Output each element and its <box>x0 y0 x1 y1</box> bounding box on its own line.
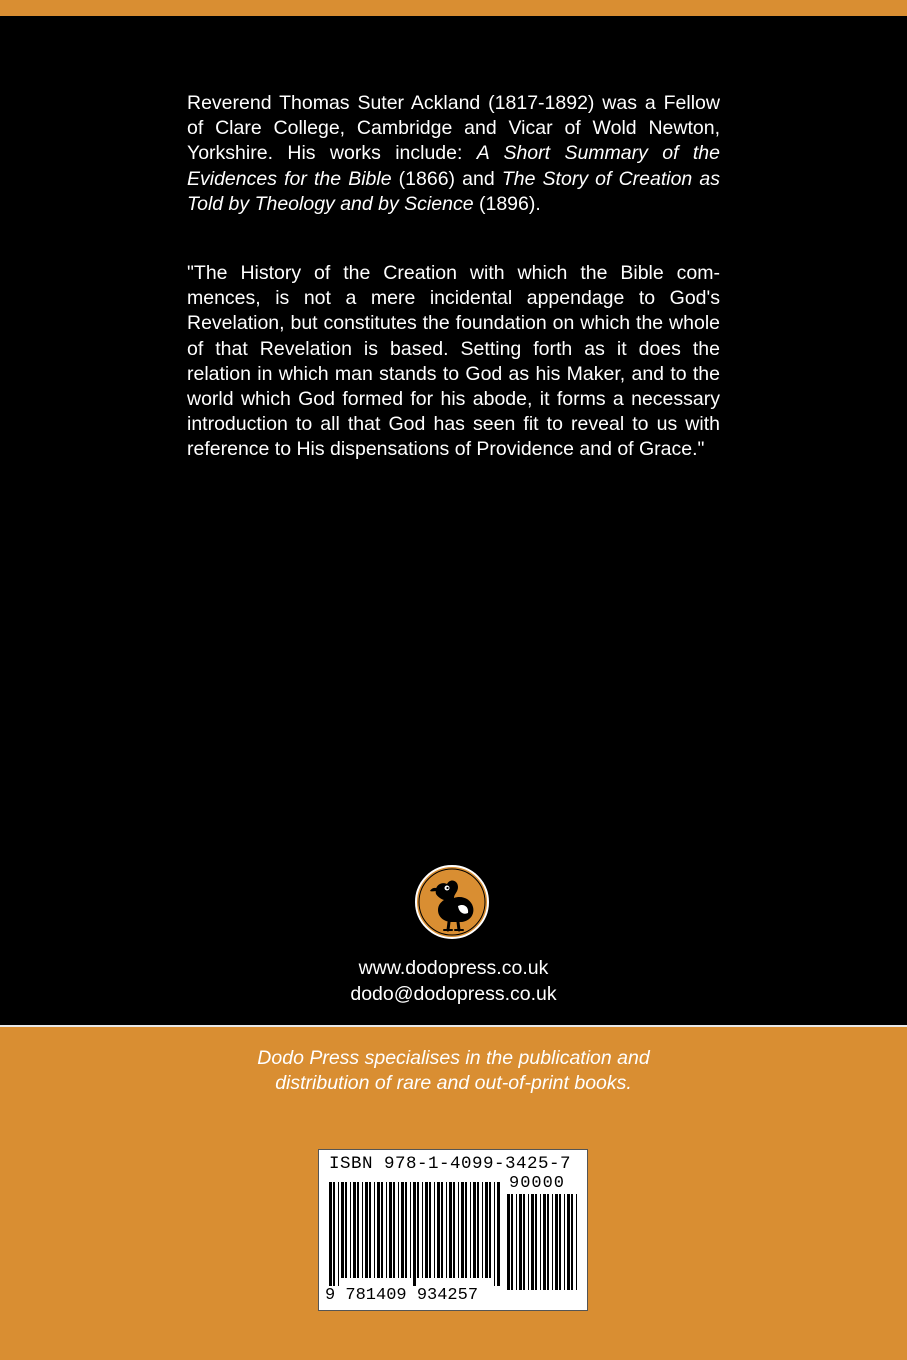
barcode-bar <box>470 1182 471 1278</box>
barcode-bar <box>362 1182 363 1278</box>
barcode-bar <box>497 1182 500 1286</box>
barcode-bar <box>482 1182 483 1278</box>
barcode-bar <box>449 1182 452 1278</box>
barcode-bar <box>410 1182 411 1278</box>
barcode-bar <box>461 1182 464 1278</box>
barcode-bar <box>473 1182 476 1278</box>
barcode-bar <box>540 1194 541 1290</box>
barcode-bar <box>531 1194 534 1290</box>
tagline-line-2: distribution of rare and out-of-print books. <box>275 1072 632 1094</box>
barcode-bar <box>405 1182 407 1278</box>
barcode-bar <box>516 1194 517 1290</box>
price-code: 90000 <box>509 1174 566 1193</box>
barcode-bar <box>519 1194 522 1290</box>
barcode-bar <box>417 1182 419 1278</box>
barcode-bar <box>555 1194 558 1290</box>
barcode-bar <box>393 1182 395 1278</box>
barcode-bar <box>389 1182 392 1278</box>
barcode-bar <box>357 1182 359 1278</box>
barcode-bar <box>489 1182 491 1278</box>
barcode-bar <box>494 1182 495 1286</box>
barcode-bar <box>422 1182 423 1278</box>
bio-book-title-1: A Short Summary of the Evidences for the Bible <box>187 142 720 190</box>
barcode-bar <box>523 1194 525 1290</box>
author-bio <box>187 91 720 217</box>
email-address: dodo@dodopress.co.uk <box>350 983 557 1005</box>
publisher-tagline <box>0 1046 907 1096</box>
addon-barcode-bars <box>505 1194 579 1294</box>
barcode-bar <box>365 1182 368 1278</box>
barcode-bar <box>401 1182 404 1278</box>
barcode-bar <box>576 1194 577 1290</box>
tagline-line-1: Dodo Press specialises in the publication and <box>257 1047 650 1069</box>
barcode-bar <box>511 1194 513 1290</box>
bio-text-1: Reverend Thomas Suter Ackland (1817-1892) was a Fellow of Clare College, Cambridge and Vicar of Wold Newton, Yorkshire. His works include: <box>187 92 720 165</box>
barcode-bar <box>567 1194 570 1290</box>
barcode-bar <box>453 1182 455 1278</box>
barcode-bar <box>547 1194 549 1290</box>
barcode-bar <box>559 1194 561 1290</box>
book-quote: "The History of the Creation with which the Bible com-mences, is not a mere incidental appendage to God's Revelation, but constitutes the foundation on which the whole of that Revelation is based. Setting forth as it does the relation in which man stands to God as his Maker, and to the world which God formed for his abode, it forms a necessary introduction to all that God has seen fit to reveal to us with reference to His dispensations of Providence and of Grace." <box>187 262 720 461</box>
barcode-bar <box>413 1182 416 1286</box>
barcode-bar <box>477 1182 479 1278</box>
barcode-bar <box>353 1182 356 1278</box>
barcode-bar <box>425 1182 428 1278</box>
barcode-bar <box>333 1182 335 1286</box>
barcode-bar <box>377 1182 380 1278</box>
barcode-bar <box>429 1182 431 1278</box>
website-link: www.dodopress.co.uk <box>358 957 549 979</box>
barcode-bar <box>434 1182 435 1278</box>
bio-book-title-2: The Story of Creation as Told by Theology and by Science <box>187 167 720 215</box>
isbn-label: ISBN 978-1-4099-3425-7 <box>329 1154 572 1174</box>
barcode-bar <box>571 1194 573 1290</box>
barcode-bar <box>543 1194 546 1290</box>
barcode-bar <box>374 1182 375 1278</box>
barcode-bar <box>381 1182 383 1278</box>
barcode-bar <box>507 1194 510 1290</box>
barcode-bar <box>446 1182 447 1278</box>
barcode-bar <box>465 1182 467 1278</box>
barcode-bar <box>341 1182 344 1278</box>
barcode-bar <box>535 1194 537 1290</box>
bio-text-2: (1866) and <box>391 167 502 190</box>
barcode-bar <box>437 1182 440 1278</box>
barcode-bar <box>458 1182 459 1278</box>
barcode-bar <box>338 1182 339 1286</box>
dodo-bird-icon <box>414 864 490 940</box>
barcode-bar <box>552 1194 553 1290</box>
barcode-bar <box>386 1182 387 1278</box>
barcode-bar <box>329 1182 332 1286</box>
barcode-bar <box>485 1182 488 1278</box>
barcode-bar <box>528 1194 529 1290</box>
barcode-bar <box>350 1182 351 1278</box>
black-panel <box>0 16 907 1027</box>
main-barcode-bars <box>327 1156 501 1288</box>
isbn-barcode <box>318 1149 588 1311</box>
barcode-bar <box>441 1182 443 1278</box>
barcode-bar <box>369 1182 371 1278</box>
bio-text-3: (1896). <box>473 192 541 215</box>
barcode-bar <box>564 1194 565 1290</box>
barcode-digits: 9 781409 934257 <box>325 1286 479 1305</box>
barcode-bar <box>345 1182 347 1278</box>
barcode-bar <box>398 1182 399 1278</box>
